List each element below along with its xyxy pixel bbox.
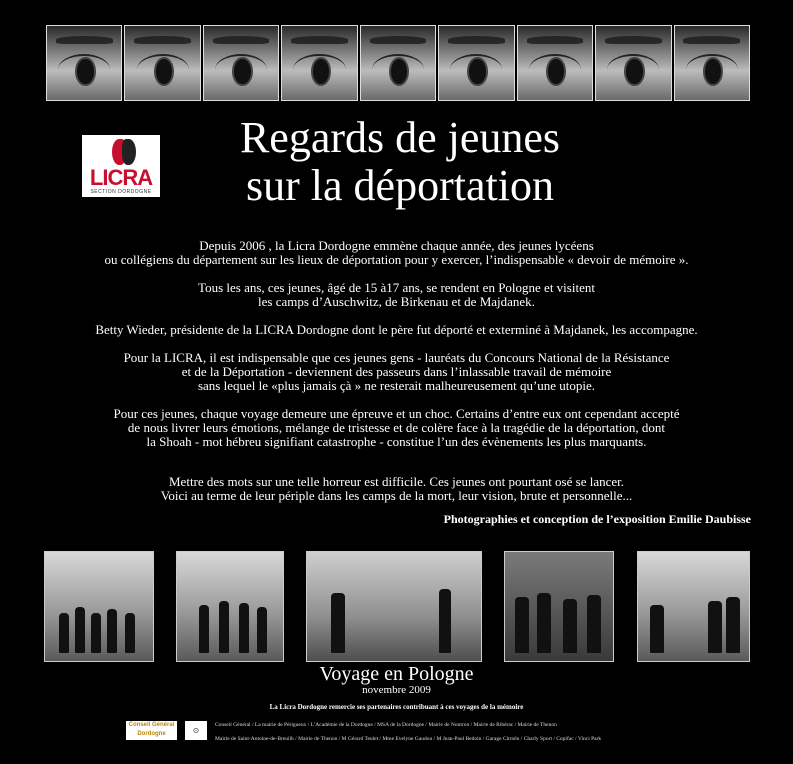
partners-thanks: La Licra Dordogne remercie ses partenaires contribuant à ces voyages de la mémoire bbox=[269, 703, 524, 711]
eye-photo-3 bbox=[203, 25, 279, 101]
paragraph-line: sans lequel le «plus jamais çà » ne resterait malheureusement qu’une utopie. bbox=[197, 378, 596, 393]
trip-photo-4 bbox=[504, 551, 614, 662]
paragraph-3 bbox=[30, 323, 763, 337]
eye-photo-6 bbox=[438, 25, 514, 101]
paragraph-line: Mettre des mots sur une telle horreur est difficile. Ces jeunes ont pourtant osé se lancer. bbox=[169, 474, 624, 489]
paragraph-line: et de la Déportation - deviennent des passeurs dans l’inlassable travail de mémoire bbox=[181, 364, 612, 379]
partners-list-1: Conseil Général / La mairie de Périgueux / L’Académie de la Dordogne / MSA de la Dordogne / Mairie de Nontron / Mairie de Ribérac / Mairie de Thenon bbox=[215, 722, 557, 728]
title-line-2: sur la déportation bbox=[246, 161, 554, 210]
paragraph-4 bbox=[30, 351, 763, 393]
voyage-date: novembre 2009 bbox=[362, 684, 431, 696]
body-text bbox=[30, 239, 763, 517]
paragraph-line: ou collégiens du département sur les lieux de déportation pour y exercer, l’indispensable « devoir de mémoire ». bbox=[104, 252, 689, 267]
paragraph-line: Depuis 2006 , la Licra Dordogne emmène chaque année, des jeunes lycéens bbox=[199, 238, 594, 253]
title-line-1: Regards de jeunes bbox=[239, 113, 561, 162]
eye-photo-2 bbox=[124, 25, 200, 101]
paragraph-1 bbox=[30, 239, 763, 267]
eye-photo-7 bbox=[517, 25, 593, 101]
trip-photo-1 bbox=[44, 551, 154, 662]
partner-logo-icon: ⊙ bbox=[185, 721, 207, 740]
eye-photo-4 bbox=[281, 25, 357, 101]
paragraph-line: Betty Wieder, présidente de la LICRA Dordogne dont le père fut déporté et exterminé à Majdanek, les accompagne. bbox=[95, 322, 698, 337]
photo-credit: Photographies et conception de l’exposition Emilie Daubisse bbox=[443, 512, 751, 526]
paragraph-2 bbox=[30, 281, 763, 309]
paragraph-6 bbox=[30, 475, 763, 503]
conseil-general-logo: Conseil Général Dordogne bbox=[126, 721, 177, 740]
trip-photo-3 bbox=[306, 551, 482, 662]
paragraph-line: de nous livrer leurs émotions, mélange de tristesse et de colère face à la tragédie de la déportation, dont bbox=[127, 420, 666, 435]
paragraph-line: Pour la LICRA, il est indispensable que ces jeunes gens - lauréats du Concours National de la Résistance bbox=[123, 350, 670, 365]
eye-photo-8 bbox=[595, 25, 671, 101]
licra-logo bbox=[82, 135, 160, 197]
trip-photo-5 bbox=[637, 551, 750, 662]
paragraph-line: Tous les ans, ces jeunes, âgé de 15 à17 ans, se rendent en Pologne et visitent bbox=[198, 280, 595, 295]
eye-photo-1 bbox=[46, 25, 122, 101]
licra-logo-name: LICRA bbox=[89, 165, 153, 190]
licra-face-black-icon bbox=[122, 139, 136, 165]
paragraph-line: la Shoah - mot hébreu signifiant catastrophe - constitue l’un des évènements les plus marquants. bbox=[146, 434, 647, 449]
eye-photo-5 bbox=[360, 25, 436, 101]
voyage-title: Voyage en Pologne bbox=[319, 663, 474, 685]
page-title bbox=[170, 114, 630, 210]
licra-logo-subtitle: SECTION DORDOGNE bbox=[90, 189, 152, 195]
paragraph-5 bbox=[30, 407, 763, 449]
paragraph-line: Voici au terme de leur périple dans les camps de la mort, leur vision, brute et personnelle... bbox=[160, 488, 633, 503]
paragraph-line: Pour ces jeunes, chaque voyage demeure une épreuve et un choc. Certains d’entre eux ont cependant accepté bbox=[113, 406, 680, 421]
partners-list-2: Mairie de Saint-Antoine-de-Breuilh / Mairie de Thenon / M Gérard Teulet / Mme Evelyne Gaudou / M Jean-Paul Bedoin / Garage Citroën / Charly Sport / Copifac / Vinci Park bbox=[215, 736, 602, 742]
photo-strip bbox=[44, 551, 750, 660]
eyes-strip bbox=[46, 25, 750, 101]
paragraph-line: les camps d’Auschwitz, de Birkenau et de Majdanek. bbox=[258, 294, 535, 309]
eye-photo-9 bbox=[674, 25, 750, 101]
trip-photo-2 bbox=[176, 551, 284, 662]
